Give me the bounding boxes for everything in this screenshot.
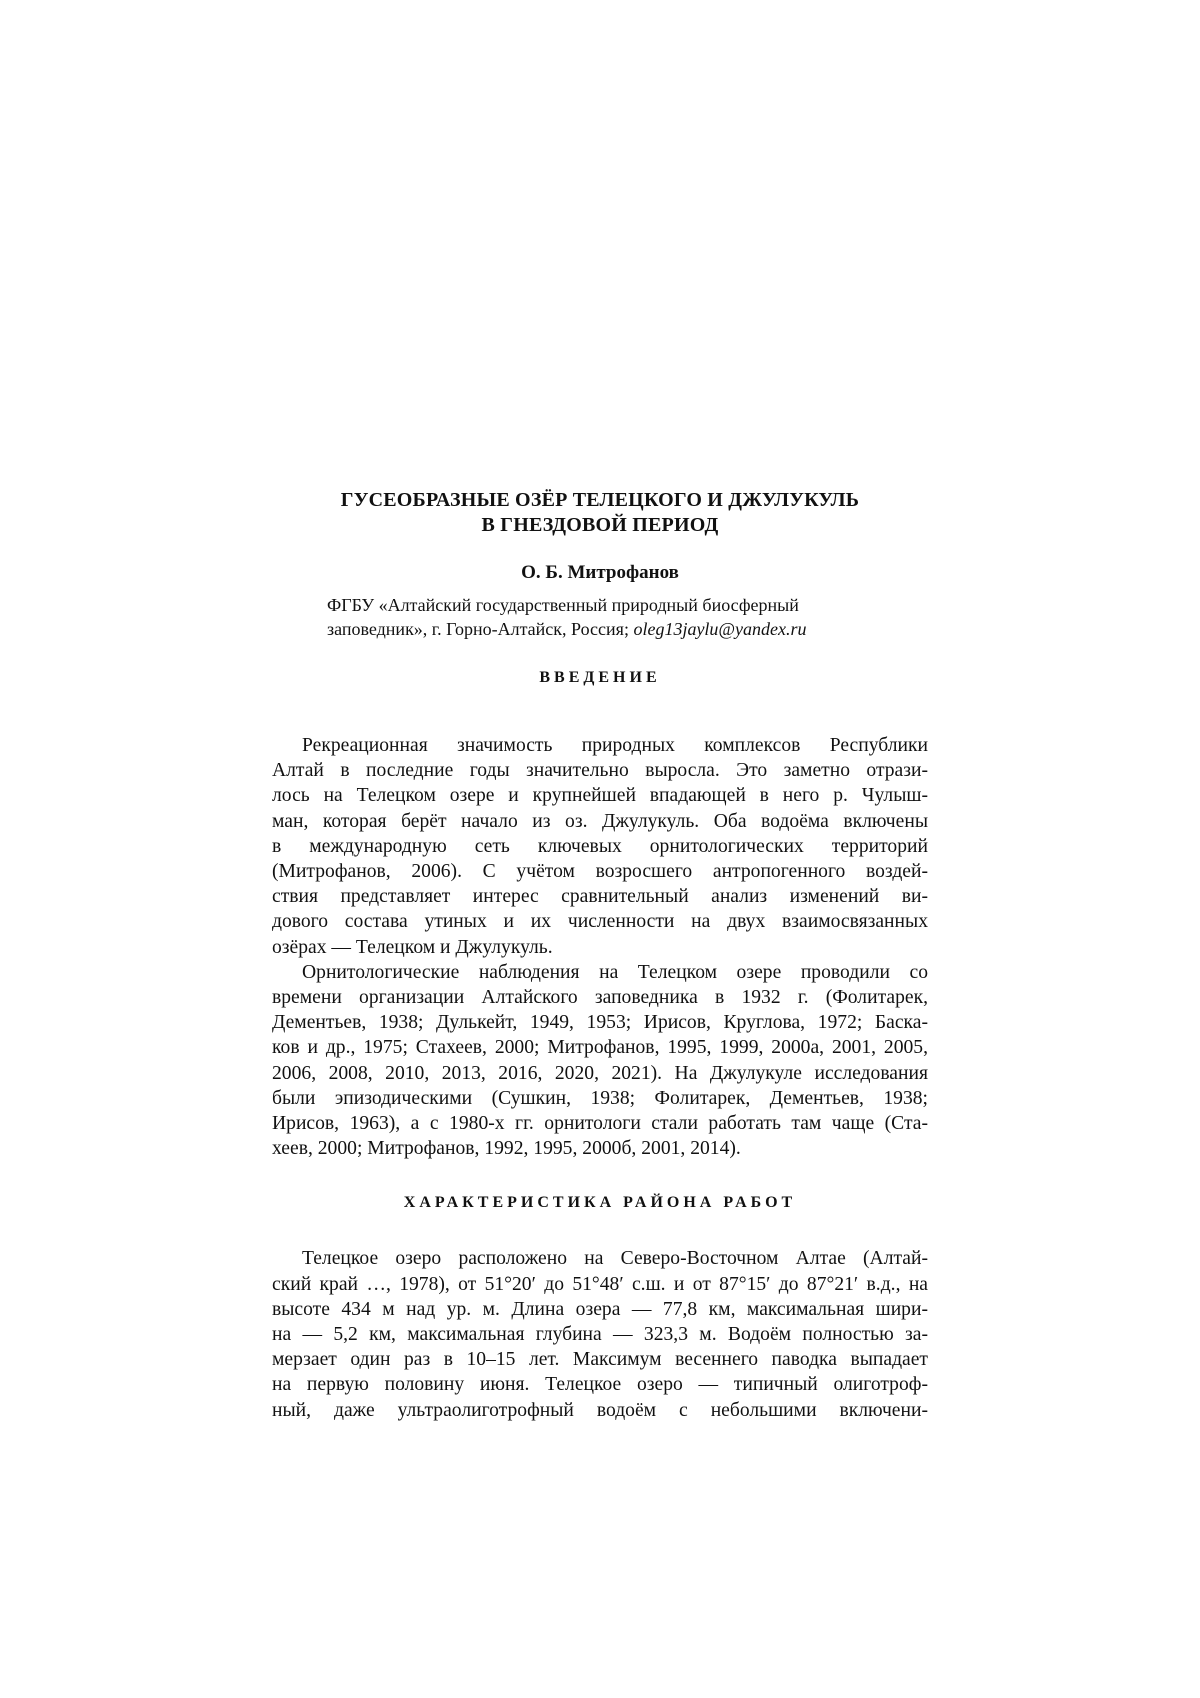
author-name: О. Б. Митрофанов bbox=[272, 561, 928, 585]
text-line: лось на Телецком озере и крупнейшей впадающей в него р. Чулыш- bbox=[272, 783, 928, 808]
intro-paragraph-2 bbox=[272, 960, 928, 1162]
text-line: Рекреационная значимость природных комплексов Республики bbox=[272, 733, 928, 758]
text-line: на — 5,2 км, максимальная глубина — 323,3 м. Водоём полностью за- bbox=[272, 1322, 928, 1347]
text-line: на первую половину июня. Телецкое озеро — типичный олиготроф- bbox=[272, 1372, 928, 1397]
affiliation-line-1: ФГБУ «Алтайский государственный природный биосферный bbox=[327, 593, 887, 617]
text-line: хеев, 2000; Митрофанов, 1992, 1995, 2000б, 2001, 2014). bbox=[272, 1136, 928, 1161]
text-line: Орнитологические наблюдения на Телецком озере проводили со bbox=[272, 960, 928, 985]
title-line-2: В ГНЕЗДОВОЙ ПЕРИОД bbox=[272, 513, 928, 538]
text-line: ный, даже ультраолиготрофный водоём с небольшими включени- bbox=[272, 1398, 928, 1423]
title-line-1: ГУСЕОБРАЗНЫЕ ОЗЁР ТЕЛЕЦКОГО И ДЖУЛУКУЛЬ bbox=[272, 488, 928, 513]
text-line: дового состава утиных и их численности на двух взаимосвязанных bbox=[272, 909, 928, 934]
text-line: ствия представляет интерес сравнительный анализ изменений ви- bbox=[272, 884, 928, 909]
author-affiliation bbox=[327, 593, 887, 641]
section-heading-area: ХАРАКТЕРИСТИКА РАЙОНА РАБОТ bbox=[272, 1192, 928, 1214]
paper-title bbox=[272, 488, 928, 538]
text-line: мерзает один раз в 10–15 лет. Максимум весеннего паводка выпадает bbox=[272, 1347, 928, 1372]
text-line: были эпизодическими (Сушкин, 1938; Фолитарек, Дементьев, 1938; bbox=[272, 1086, 928, 1111]
text-line: высоте 434 м над ур. м. Длина озера — 77,8 км, максимальная шири- bbox=[272, 1297, 928, 1322]
section-heading-intro: ВВЕДЕНИЕ bbox=[272, 667, 928, 689]
text-line: Дементьев, 1938; Дулькейт, 1949, 1953; Ирисов, Круглова, 1972; Баска- bbox=[272, 1010, 928, 1035]
text-line: Алтай в последние годы значительно выросла. Это заметно отрази- bbox=[272, 758, 928, 783]
text-line: 2006, 2008, 2010, 2013, 2016, 2020, 2021). На Джулукуле исследования bbox=[272, 1061, 928, 1086]
text-line: времени организации Алтайского заповедника в 1932 г. (Фолитарек, bbox=[272, 985, 928, 1010]
affiliation-location: заповедник», г. Горно-Алтайск, Россия; bbox=[327, 619, 633, 639]
author-email: oleg13jaylu@yandex.ru bbox=[633, 619, 806, 639]
text-line: ков и др., 1975; Стахеев, 2000; Митрофанов, 1995, 1999, 2000а, 2001, 2005, bbox=[272, 1035, 928, 1060]
paper-page bbox=[272, 488, 928, 1423]
text-line: ман, которая берёт начало из оз. Джулукуль. Оба водоёма включены bbox=[272, 809, 928, 834]
text-line: Ирисов, 1963), а с 1980-х гг. орнитологи стали работать там чаще (Ста- bbox=[272, 1111, 928, 1136]
text-line: (Митрофанов, 2006). С учётом возросшего антропогенного воздей- bbox=[272, 859, 928, 884]
intro-paragraph-1 bbox=[272, 733, 928, 960]
affiliation-line-2 bbox=[327, 617, 887, 641]
area-body bbox=[272, 1246, 928, 1422]
intro-body bbox=[272, 733, 928, 1161]
area-paragraph-1 bbox=[272, 1246, 928, 1422]
text-line: ский край …, 1978), от 51°20′ до 51°48′ с.ш. и от 87°15′ до 87°21′ в.д., на bbox=[272, 1272, 928, 1297]
text-line: Телецкое озеро расположено на Северо-Восточном Алтае (Алтай- bbox=[272, 1246, 928, 1271]
text-line: в международную сеть ключевых орнитологических территорий bbox=[272, 834, 928, 859]
text-line: озёрах — Телецком и Джулукуль. bbox=[272, 935, 928, 960]
